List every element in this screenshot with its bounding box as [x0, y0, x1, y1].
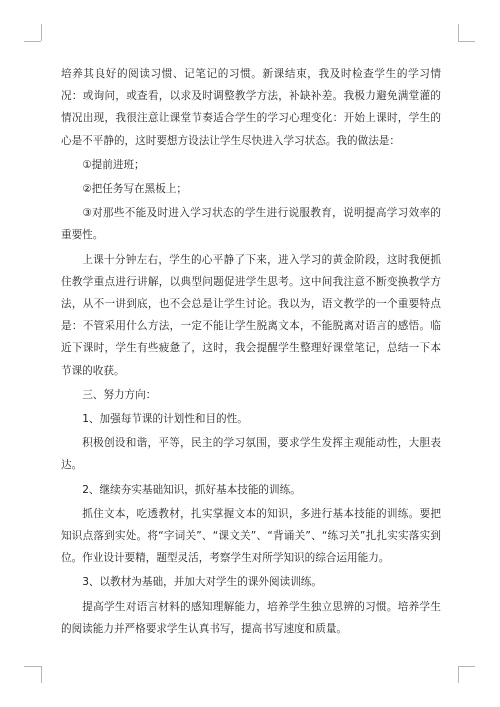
subheading: 3、以教材为基础，并加大对学生的课外阅读训练。 — [82, 576, 322, 589]
crop-mark-bottom-right-h — [458, 666, 475, 667]
paragraph: 培养其良好的阅读习惯、记笔记的习惯。新课结束，我及时检查学生的学习情况：或询问，或查看，以求及时调整教学方法，补缺补差。我极力避免满堂灌的情况出现，我很注意让课堂节奏适合学生的学习心理变化：开始上课时，学生的心是不平静的，这时要想方设法让学生尽快进入学习状态。我的做法是： — [61, 68, 441, 147]
list-item: ③对那些不能及时进入学习状态的学生进行说服教育，说明提高学习效率的重要性。 — [61, 207, 441, 242]
list-item: ②把任务写在黑板上； — [82, 183, 188, 196]
crop-mark-bottom-left — [41, 666, 42, 683]
paragraph: 积极创设和谐，平等，民主的学习氛围，要求学生发挥主观能动性，大胆表达。 — [61, 437, 441, 472]
crop-mark-bottom-right — [458, 666, 459, 683]
section-heading: 三、努力方向： — [82, 388, 157, 401]
list-item: ①提前进班； — [82, 158, 145, 171]
subheading: 1、加强每节课的计划性和目的性。 — [82, 413, 248, 426]
subheading: 2、继续夯实基础知识，抓好基本技能的训练。 — [82, 483, 301, 496]
document-body — [61, 63, 441, 642]
crop-mark-top-right-h — [458, 41, 475, 42]
crop-mark-bottom-left-h — [24, 666, 41, 667]
crop-mark-top-left-h — [24, 41, 41, 42]
paragraph: 提高学生对语言材料的感知理解能力，培养学生独立思辨的习惯。培养学生的阅读能力并严格要求学生认真书写，提高书写速度和质量。 — [61, 600, 441, 635]
paragraph: 上课十分钟左右，学生的心平静了下来，进入学习的黄金阶段，这时我便抓住教学重点进行讲解，以典型问题促进学生思考。这中间我注意不断变换教学方法，从不一讲到底，也不会总是让学生讨论。我以为，语文教学的一个重要特点是：不管采用什么方法，一定不能让学生脱离文本，不能脱离对语言的感悟。临近下课时，学生有些疲惫了，这时，我会提醒学生整理好课堂笔记，总结一下本节课的收获。 — [61, 253, 441, 377]
crop-mark-top-left — [41, 24, 42, 41]
paragraph: 抓住文本，吃透教材，扎实掌握文本的知识，多进行基本技能的训练。要把知识点落到实处。将“字词关”、“课文关”、“背诵关”、“练习关”扎扎实实落实到位。作业设计要精，题型灵活，考察学生对所学知识的综合运用能力。 — [61, 507, 441, 565]
crop-mark-top-right — [458, 24, 459, 41]
